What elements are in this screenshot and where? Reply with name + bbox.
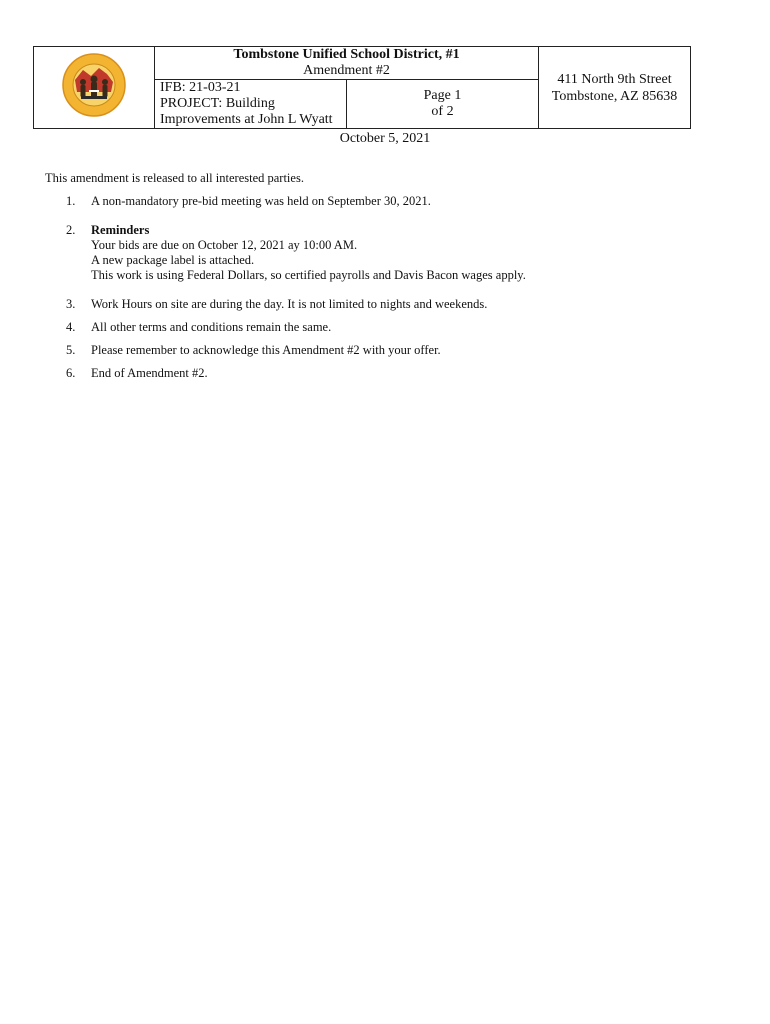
intro-text: This amendment is released to all interested parties. — [45, 171, 304, 185]
title-cell — [155, 47, 539, 80]
item-number: 4. — [66, 320, 76, 334]
document-date: October 5, 2021 — [339, 131, 431, 146]
item-number: 5. — [66, 343, 76, 357]
page-cell — [347, 80, 539, 129]
logo-cell — [34, 47, 155, 129]
item-number: 2. — [66, 223, 76, 237]
address-cell — [539, 47, 691, 129]
list-item — [45, 366, 685, 381]
address-street: 411 North 9th Street — [557, 71, 672, 87]
reminders-heading: Reminders — [91, 223, 150, 237]
item-text: A non-mandatory pre-bid meeting was held on September 30, 2021. — [91, 194, 431, 208]
amendment-items-list — [45, 194, 685, 389]
page-number: Page 1 — [423, 88, 462, 103]
item-text: End of Amendment #2. — [91, 366, 208, 380]
reminder-line: This work is using Federal Dollars, so certified payrolls and Davis Bacon wages apply. — [91, 268, 526, 282]
district-name: Tombstone Unified School District, #1 — [233, 47, 460, 62]
amendment-number: Amendment #2 — [303, 63, 390, 78]
ifb-number: IFB: 21-03-21 — [160, 80, 241, 95]
item-text: Please remember to acknowledge this Amendment #2 with your offer. — [91, 343, 441, 357]
header-table — [33, 46, 691, 129]
address-city: Tombstone, AZ 85638 — [551, 88, 678, 104]
item-number: 3. — [66, 297, 76, 311]
item-number: 1. — [66, 194, 76, 208]
list-item — [45, 320, 685, 335]
ifb-project-cell — [155, 80, 347, 129]
project-name: PROJECT: Building Improvements at John L Wyatt — [160, 96, 333, 127]
list-item — [45, 297, 685, 312]
list-item — [45, 194, 685, 209]
item-text: All other terms and conditions remain the same. — [91, 320, 332, 334]
reminder-line: A new package label is attached. — [91, 253, 255, 267]
reminder-line: Your bids are due on October 12, 2021 ay 10:00 AM. — [91, 238, 358, 252]
school-district-seal-icon — [61, 52, 127, 118]
page-total: of 2 — [431, 104, 454, 119]
list-item — [45, 223, 685, 283]
list-item — [45, 343, 685, 358]
item-number: 6. — [66, 366, 76, 380]
item-text: Work Hours on site are during the day. It is not limited to nights and weekends. — [91, 297, 488, 311]
